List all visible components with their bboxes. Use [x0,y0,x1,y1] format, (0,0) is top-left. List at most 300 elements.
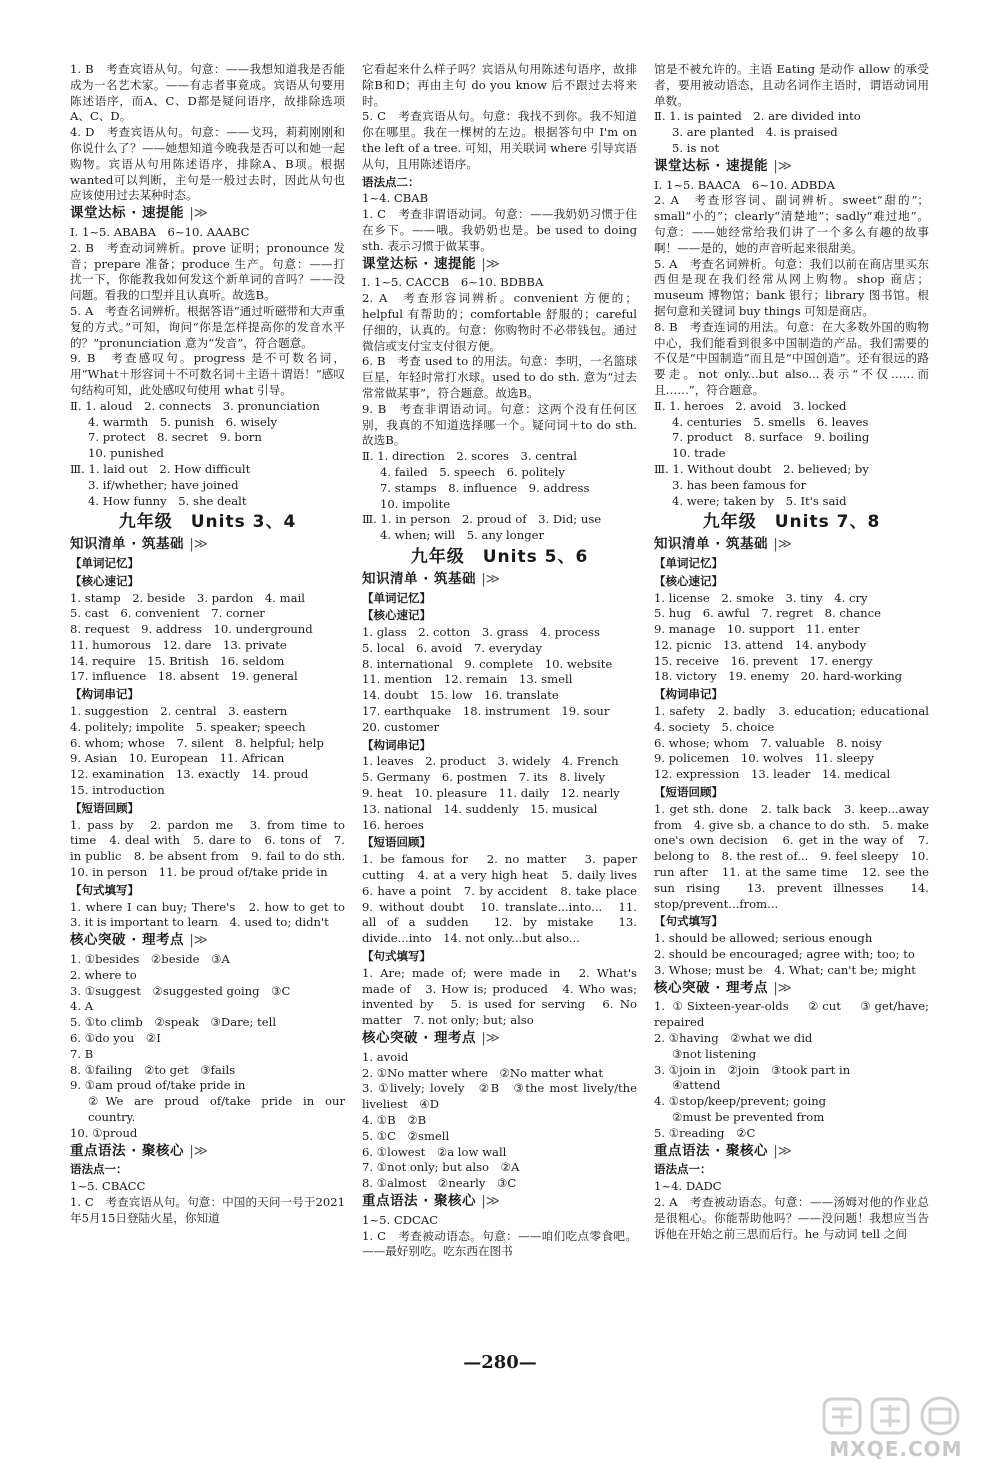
answer-line [70,125,345,204]
line-text: 1. leaves 2. product 3. widely 4. French [362,754,619,769]
line-text: 10. trade [672,446,726,461]
line-text: 1. should be allowed; serious enough [654,931,873,946]
line-text: 4. when; will 5. any longer [380,528,545,543]
line-text: 1. safety 2. badly 3. education; educational 4. society 5. choice [654,704,941,734]
heading-arrow-icon: |≫ [481,1192,500,1209]
answer-line [654,669,929,685]
line-text: 5. A 考查名词辨析。根据答语“通过听磁带和大声重复的方式。”可知，询问“你是怎样提高你的发音水平的？”pronunciation 意为“发音”，符合题意。 [70,303,345,350]
answer-line [362,109,637,172]
line-text: 5. ①to climb ②speak ③Dare; tell [70,1015,277,1030]
line-text: 5. cast 6. convenient 7. corner [70,606,265,621]
answer-line [654,1078,929,1094]
line-text: 14. doubt 15. low 16. translate [362,688,559,703]
subsection-label [70,574,345,590]
answer-line [70,783,345,799]
line-text: ②must be prevented from [672,1110,825,1124]
answer-line [70,736,345,752]
unit-heading [70,512,345,533]
line-text: Ⅱ. 1. heroes 2. avoid 3. locked [654,398,847,413]
answer-line [70,494,345,510]
line-text: 7. B [70,1046,94,1061]
line-text: 17. earthquake 18. instrument 19. sour [362,704,610,719]
answer-line [654,931,929,947]
answer-line [362,818,637,834]
heading-arrow-icon: |≫ [481,1030,500,1047]
line-text: 9. policemen 10. wolves 11. sleepy [654,751,874,766]
column-right [654,62,941,1242]
line-text: ②We are proud of/take pride in our country. [88,1094,345,1124]
answer-line [362,191,637,207]
answer-line [70,478,345,494]
line-text: 2. should be encouraged; agree with; too; to [654,947,915,962]
line-text: Ⅰ. 1~5. BAACA 6~10. ADBDA [654,177,835,192]
line-text: 【单词记忆】 [70,555,139,570]
answer-line [70,1179,345,1195]
line-text: 11. humorous 12. dare 13. private [70,637,287,652]
answer-line [70,704,345,720]
line-text: 2. A 考查被动语态。句意：——汤姆对他的作业总是很粗心。你能帮助他吗？——没问题！我想应当告诉他在开始之前三思而后行。he 与动词 tell 之间 [654,1194,929,1241]
line-text: 1. suggestion 2. central 3. eastern [70,704,288,719]
answer-line [70,638,345,654]
answer-line [70,415,345,431]
answer-line [70,767,345,783]
subsection-label [70,801,345,817]
line-text: 6. ①do you ②I [70,1031,161,1046]
line-text: Ⅲ. 1. laid out 2. How difficult [70,461,251,476]
line-text: 九年级 Units 3、4 [118,512,297,533]
heading-arrow-icon: |≫ [481,255,500,272]
answer-line [362,657,637,673]
line-text: 九年级 Units 5、6 [410,546,589,567]
answer-line [70,225,345,241]
answer-line [362,1213,637,1229]
answer-line [362,291,637,354]
line-text: 【单词记忆】 [654,555,723,570]
line-text: 课堂达标 · 速提能 [654,157,769,174]
line-text: 1~4. CBAB [362,191,429,206]
line-text: 3. has been famous for [672,477,807,492]
line-text: 3. ①join in ②join ③took part in [654,1062,851,1077]
subsection-label [70,687,345,703]
line-text: 6. whose; whom 7. valuable 8. noisy [654,735,882,750]
heading-arrow-icon: |≫ [189,536,208,553]
watermark-text: MXQE.COM [829,1437,963,1461]
column-left [70,62,357,1227]
section-heading [654,159,929,175]
line-text: 2. ①No matter where ②No matter what [362,1065,603,1080]
line-text: 重点语法 · 聚核心 [70,1142,185,1159]
answer-line [654,125,929,141]
line-text: 1. pass by 2. pardon me 3. from time to time 4. deal with 5. dare to 6. tons of 7. in public 8. be absent from 9. fail to do sth. 10. in person 11. be proud of/take pride in [70,817,357,880]
answer-line [654,654,929,670]
answer-line [362,770,637,786]
heading-arrow-icon: |≫ [189,932,208,949]
answer-line [362,512,637,528]
page-number: —280— [463,1352,537,1373]
answer-line [362,852,649,947]
line-text: 9. B 考查非谓语动词。句意：这两个没有任何区别，我真的不知道选择哪一个。疑问词＋to do sth. 故选B。 [362,401,637,448]
answer-line [362,625,637,641]
answer-line [654,62,929,109]
heading-arrow-icon: |≫ [773,157,792,174]
line-text: 14. require 15. British 16. seldom [70,653,285,668]
answer-line [654,462,929,478]
answer-line [70,999,345,1015]
answer-line [654,446,929,462]
subsection-label [362,949,637,965]
line-text: 【短语回顾】 [654,785,723,800]
line-text: 4. D 考查宾语从句。句意：——戈玛，莉莉刚刚和你说什么了？——她想知道今晚我是否可以和她一起购物。宾语从句用陈述语序，排除A、B项。根据wanted可以判断，主句是一般过去时，因此从句也应该使用过去某种时态。 [70,125,345,203]
line-text: 16. heroes [362,817,424,832]
line-text: Ⅱ. 1. aloud 2. connects 3. pronunciation [70,398,320,413]
answer-line [362,1081,637,1113]
answer-line [70,751,345,767]
line-text: 4. were; taken by 5. It's said [672,493,847,508]
answer-line [362,688,637,704]
line-text: 10. impolite [380,496,451,511]
answer-line [654,1031,929,1047]
line-text: 5. ①reading ②C [654,1125,756,1140]
line-text: 1. C 考查非谓语动词。句意：——我奶奶习惯于住在乡下。——哦。我奶奶也是。be used to doing sth. 表示习惯于做某事。 [362,207,637,253]
answer-line [362,402,637,449]
line-text: 重点语法 · 聚核心 [654,1142,769,1159]
answer-line [70,720,345,736]
line-text: 1. C 考查宾语从句。句意：中国的天问一号于2021年5月15日登陆火星，你知道 [70,1194,345,1225]
line-text: 【短语回顾】 [362,835,431,850]
answer-line [70,62,345,125]
answer-line [362,449,637,465]
subsection-label [362,738,637,754]
answer-line [654,622,929,638]
section-heading [362,572,637,588]
line-text: 15. receive 16. prevent 17. energy [654,653,873,668]
line-text: 课堂达标 · 速提能 [70,205,185,222]
subsection-label [654,556,929,572]
answer-line [362,641,637,657]
answer-line [654,638,929,654]
answer-line [654,947,929,963]
answer-line [70,241,345,304]
answer-line [362,1050,637,1066]
line-text: Ⅰ. 1~5. ABABA 6~10. AAABC [70,224,250,239]
answer-line [70,1078,345,1094]
line-text: 2. where to [70,967,137,982]
answer-line [70,984,345,1000]
line-text: 4. failed 5. speech 6. politely [380,464,565,479]
answer-line [654,802,929,913]
line-text: 1. B 考查宾语从句。句意：——我想知道我是否能成为一名艺术家。——有志者事竟成。宾语从句要用陈述语序，而A、C、D都是疑问语序，故排除选项A、C、D。 [70,62,345,124]
answer-line [70,1094,345,1126]
answer-line [362,966,637,1029]
section-heading [70,537,345,553]
line-text: 5. ①C ②smell [362,1128,450,1143]
answer-line [70,669,345,685]
line-text: 核心突破 · 理考点 [362,1030,477,1047]
line-text: Ⅱ. 1. direction 2. scores 3. central [362,449,577,464]
line-text: 1. where I can buy; There's 2. how to get to 3. it is important to learn 4. used to; didn't [70,899,357,930]
subsection-label [654,574,929,590]
answer-line [654,767,929,783]
answer-line [654,257,929,320]
line-text: 9. B 考查感叹句。progress 是不可数名词，用“What＋形容词＋不可数名词＋主语＋谓语！”感叹句结构可知，此处感叹句使用 what 引导。 [70,351,345,397]
line-text: 1~5. CBACC [70,1179,146,1194]
line-text: 5. is not [672,140,720,155]
line-text: 【单词记忆】 [362,590,431,605]
answer-line [654,193,929,256]
heading-arrow-icon: |≫ [773,536,792,553]
line-text: 4. ①stop/keep/prevent; going [654,1094,827,1109]
line-text: 8. request 9. address 10. underground [70,622,313,637]
line-text: 5. Germany 6. postmen 7. its 8. lively [362,770,606,785]
answer-line [362,672,637,688]
line-text: 20. customer [362,719,440,734]
column-middle [362,62,649,1260]
line-text: 5. C 考查宾语从句。句意：我找不到你。我不知道你在哪里。我在一棵树的左边。根据答句中 I'm on the left of a tree. 可知，用关联词 where 引导宾语从句，且用陈述语序。 [362,109,637,171]
answer-line [70,1031,345,1047]
answer-line [654,736,929,752]
line-text: 7. protect 8. secret 9. born [88,430,262,445]
answer-line [70,1063,345,1079]
line-text: 1~5. CDCAC [362,1212,439,1227]
line-text: 9. Asian 10. European 11. African [70,751,285,766]
answer-line [70,304,345,351]
answer-line [362,465,637,481]
line-text: 7. stamps 8. influence 9. address [380,480,590,495]
answer-line [362,1176,637,1192]
line-text: 九年级 Units 7、8 [702,512,881,533]
answer-line [362,62,637,109]
line-text: 5. local 6. avoid 7. everyday [362,640,543,655]
line-text: Ⅱ. 1. is painted 2. are divided into [654,109,861,124]
line-text: 4. ①B ②B [362,1113,427,1127]
line-text: 课堂达标 · 速提能 [362,255,477,272]
line-text: 3. ①suggest ②suggested going ③C [70,983,291,998]
line-text: 【核心速记】 [362,608,431,623]
answer-line [70,462,345,478]
line-text: 【句式填写】 [70,882,139,897]
line-text: 8. B 考查连词的用法。句意：在大多数外国的购物中心，我们能看到很多中国制造的产品。我们需要的不仅是“中国制造”而且是“中国创造”。还有很远的路要走。not only...but also...表示“不仅……而且……”，符合题意。 [654,319,929,397]
line-text: 知识清单 · 筑基础 [70,536,185,553]
answer-line [362,481,637,497]
line-text: 【构词串记】 [654,687,723,702]
section-heading [654,1144,929,1160]
line-text: 3. Whose; must be 4. What; can't be; might [654,962,916,977]
line-text: 6. B 考查 used to 的用法。句意：李明，一名篮球巨星，年轻时常打水球。used to do sth. 意为“过去常常做某事”，符合题意。故选B。 [362,354,637,400]
answer-line [70,591,345,607]
line-text: 【短语回顾】 [70,800,139,815]
answer-line [654,606,929,622]
subsection-label [70,1162,345,1178]
answer-line [362,1160,637,1176]
section-heading [362,257,637,273]
line-text: 9. manage 10. support 11. enter [654,622,860,637]
answer-line [70,817,357,881]
subsection-label [654,785,929,801]
line-text: Ⅲ. 1. in person 2. proud of 3. Did; use [362,512,602,527]
unit-heading [654,512,929,533]
answer-line [654,1179,929,1195]
line-text: 4. warmth 5. punish 6. wisely [88,414,278,429]
heading-arrow-icon: |≫ [773,1142,792,1159]
line-text: 12. examination 13. exactly 14. proud [70,767,309,782]
answer-line [362,754,637,770]
subsection-label [654,914,929,930]
line-text: 9. ①am proud of/take pride in [70,1078,246,1093]
section-heading [362,1031,637,1047]
unit-heading [362,546,637,567]
line-text: 7. product 8. surface 9. boiling [672,430,870,445]
line-text: 2. ①having ②what we did [654,1031,813,1046]
line-text: 重点语法 · 聚核心 [362,1192,477,1209]
line-text: 10. punished [88,446,164,461]
answer-line [362,207,637,254]
answer-line [654,1195,929,1242]
answer-line [654,751,929,767]
line-text: ④attend [672,1078,721,1093]
line-text: 1. be famous for 2. no matter 3. paper cutting 4. at a very high heat 5. daily lives 6. have a point 7. by accident 8. take place 9. without doubt 10. translate...into... 11. all of a sudden 12. by mistake 13. divide...into 14. not only...but also... [362,852,649,946]
line-text: ③not listening [672,1046,757,1061]
subsection-label [70,883,345,899]
line-text: 语法点一： [654,1162,712,1177]
line-text: 馆是不被允许的。主语 Eating 是动作 allow 的承受者，要用被动语态，且动名词作主语时，谓语动词用单数。 [654,62,929,108]
answer-line [362,528,637,544]
answer-line [654,999,929,1031]
answer-line [70,446,345,462]
watermark-logo [816,1395,976,1465]
line-text: 4. politely; impolite 5. speaker; speech [70,719,306,734]
answer-line [70,430,345,446]
line-text: 1. ①besides ②beside ③A [70,952,230,967]
answer-line [70,606,345,622]
line-text: 1. license 2. smoke 3. tiny 4. cry [654,590,868,605]
answer-line [70,1195,345,1227]
answer-line [70,1047,345,1063]
line-text: 2. A 考查形容词辨析。convenient 方便的；helpful 有帮助的；comfortable 舒服的；careful 仔细的，认真的。句意：你购物时不必带钱包。通过微信或支付宝支付很方便。 [362,291,637,353]
line-text: 13. national 14. suddenly 15. musical [362,801,598,816]
line-text: 知识清单 · 筑基础 [654,536,769,553]
section-heading [362,1194,637,1210]
line-text: 10. ①proud [70,1125,138,1140]
section-heading [70,933,345,949]
answer-line [362,786,637,802]
heading-arrow-icon: |≫ [189,1142,208,1159]
line-text: 语法点二： [362,174,420,189]
answer-line [70,1015,345,1031]
answer-line [70,654,345,670]
line-text: 1. avoid [362,1049,409,1064]
line-text: 1. Are; made of; were made in 2. What's made of 3. How is; produced 4. Who was; invented by 5. is used for serving 6. No matter 7. not only; but; also [362,965,637,1028]
line-text: 6. whom; whose 7. silent 8. helpful; help [70,735,324,750]
answer-line [654,963,929,979]
section-heading [70,1144,345,1160]
answer-line [654,591,929,607]
watermark-badge-icon [816,1395,976,1439]
line-text: 【构词串记】 [362,737,431,752]
answer-line [70,1126,345,1142]
answer-line [654,1047,929,1063]
line-text: 3. if/whether; have joined [88,477,239,492]
line-text: 9. heat 10. pleasure 11. daily 12. nearly [362,786,620,801]
line-text: 【构词串记】 [70,687,139,702]
answer-line [362,275,637,291]
line-text: 3. are planted 4. is praised [672,125,838,140]
subsection-label [362,591,637,607]
line-text: 12. expression 13. leader 14. medical [654,767,891,782]
line-text: 11. mention 12. remain 13. smell [362,672,573,687]
section-heading [654,537,929,553]
answer-line [362,720,637,736]
line-text: 7. ①not only; but also ②A [362,1160,520,1175]
line-text: 6. ①lowest ②a low wall [362,1144,507,1159]
line-text: 知识清单 · 筑基础 [362,570,477,587]
line-text: 4. How funny 5. she dealt [88,493,247,508]
line-text: 8. international 9. complete 10. website [362,656,613,671]
line-text: 核心突破 · 理考点 [654,979,769,996]
line-text: 4. A [70,999,94,1014]
subsection-label [362,835,637,851]
subsection-label [362,175,637,191]
answer-line [70,899,357,932]
heading-arrow-icon: |≫ [189,205,208,222]
answer-line [654,704,941,736]
subsection-label [654,687,929,703]
line-text: 8. ①almost ②nearly ③C [362,1176,517,1191]
line-text: 12. picnic 13. attend 14. anybody [654,637,867,652]
answer-line [70,622,345,638]
answer-line [654,430,929,446]
line-text: 15. introduction [70,783,165,798]
subsection-label [362,608,637,624]
answer-line [654,141,929,157]
answer-line [362,1145,637,1161]
answer-line [654,478,929,494]
answer-line [654,1094,929,1110]
section-heading [70,206,345,222]
answer-line [362,704,637,720]
line-text: 2. A 考查形容词、副词辨析。sweet“甜的”；small“小的”；clearly“清楚地”；sadly“难过地”。句意：——她经常给我们讲了一个多么有趣的故事啊！——是的，她的声音听起来很甜美。 [654,193,929,255]
line-text: 5. hug 6. awful 7. regret 8. chance [654,606,882,621]
line-text: 【核心速记】 [654,573,723,588]
answer-line [654,178,929,194]
line-text: 1. stamp 2. beside 3. pardon 4. mail [70,590,305,605]
line-text: 3. ①lively; lovely ②B ③the most lively/the liveliest ④D [362,1081,637,1112]
answer-line [362,1066,637,1082]
line-text: 它看起来什么样子吗？宾语从句用陈述句语序，故排除B和D；再由主句 do you know 后不跟过去将来时。 [362,62,637,108]
heading-arrow-icon: |≫ [481,570,500,587]
answer-line [70,952,345,968]
line-text: 1. get sth. done 2. talk back 3. keep...away from 4. give sb. a chance to do sth. 5. make one's own decision 6. get in the way of 7. belong to 8. the rest of... 9. feel sleepy 10. run after 11. at the same time 12. see the sun rising 13. prevent illnesses 14. stop/prevent...from... [654,801,929,911]
line-text: 【句式填写】 [362,949,431,964]
answer-line [362,1129,637,1145]
line-text: 8. ①failing ②to get ③fails [70,1062,236,1077]
answer-line [654,1126,929,1142]
answer-line [362,354,637,401]
line-text: 18. victory 19. enemy 20. hard-working [654,669,903,684]
answer-line [70,968,345,984]
answer-line [362,802,637,818]
answer-line [654,109,929,125]
answer-line [362,1113,637,1129]
line-text: 1. C 考查被动语态。句意：——咱们吃点零食吧。——最好别吃。吃东西在图书 [362,1228,637,1259]
subsection-label [654,1162,929,1178]
answer-line [70,399,345,415]
line-text: Ⅰ. 1~5. CACCB 6~10. BDBBA [362,275,544,290]
answer-line [654,1110,929,1126]
line-text: 1. glass 2. cotton 3. grass 4. process [362,625,600,640]
line-text: 核心突破 · 理考点 [70,932,185,949]
line-text: 语法点一： [70,1162,128,1177]
line-text: 1. ①Sixteen-year-olds ②cut ③get/have; repaired [654,999,929,1030]
